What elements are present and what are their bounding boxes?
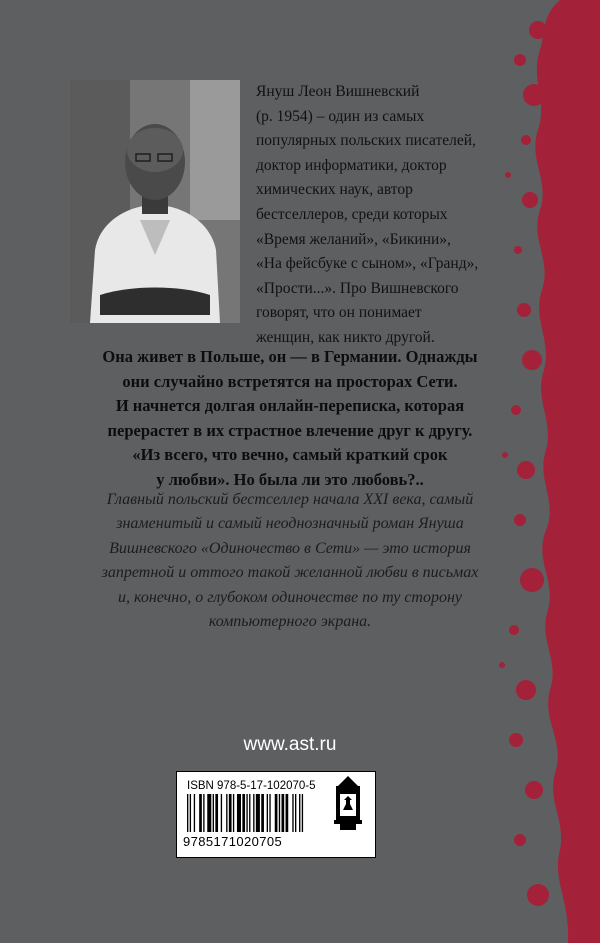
bio-line: «Время желаний», «Бикини»,	[256, 230, 451, 248]
barcode-icon	[187, 794, 327, 834]
publisher-lantern-logo-icon	[330, 774, 366, 832]
synopsis-line: «Из всего, что вечно, самый краткий срок	[132, 445, 448, 464]
bio-line: «Прости...». Про Вишневского	[256, 279, 459, 297]
synopsis-line: они случайно встретятся на просторах Сети.	[122, 371, 458, 391]
publisher-url[interactable]: www.ast.ru	[243, 734, 337, 755]
bio-line: бестселлеров, среди которых	[256, 205, 448, 223]
synopsis-line: Она живет в Польше, он — в Германии. Однажды	[102, 347, 478, 366]
bio-line: говорят, что он понимает	[256, 304, 422, 322]
author-bio	[256, 80, 506, 351]
blurb	[40, 488, 540, 634]
synopsis	[40, 345, 540, 492]
bio-line: популярных польских писателей,	[256, 132, 476, 150]
bio-line: доктор информатики, доктор	[256, 156, 447, 174]
bio-line: Януш Леон Вишневский	[256, 83, 420, 100]
blurb-line: запретной и оттого такой желанной любви в письмах	[101, 564, 479, 582]
ean-digits: 9785171020705	[183, 834, 283, 849]
blurb-line: Главный польский бестселлер начала XXI века, самый	[106, 491, 474, 508]
bio-line: химических наук, автор	[256, 181, 413, 199]
blurb-line: Вишневского «Одиночество в Сети» — это история	[109, 539, 471, 557]
isbn-label: ISBN 978-5-17-102070-5	[187, 780, 316, 792]
bio-line: «На фейсбуке с сыном», «Гранд»,	[256, 255, 479, 273]
bio-line: женщин, как никто другой.	[256, 328, 435, 346]
bio-line: (р. 1954) – один из самых	[256, 107, 425, 125]
author-photo	[70, 80, 240, 323]
blurb-line: компьютерного экрана.	[208, 613, 372, 631]
synopsis-line: перерастет в их страстное влечение друг к другу.	[107, 420, 473, 440]
synopsis-line: у любви». Но была ли это любовь?..	[156, 469, 424, 489]
synopsis-line: И начнется долгая онлайн-переписка, которая	[115, 396, 465, 415]
blurb-line: и, конечно, о глубоком одиночестве по ту сторону	[117, 588, 463, 606]
blurb-line: знаменитый и самый неоднозначный роман Януша	[116, 515, 464, 533]
